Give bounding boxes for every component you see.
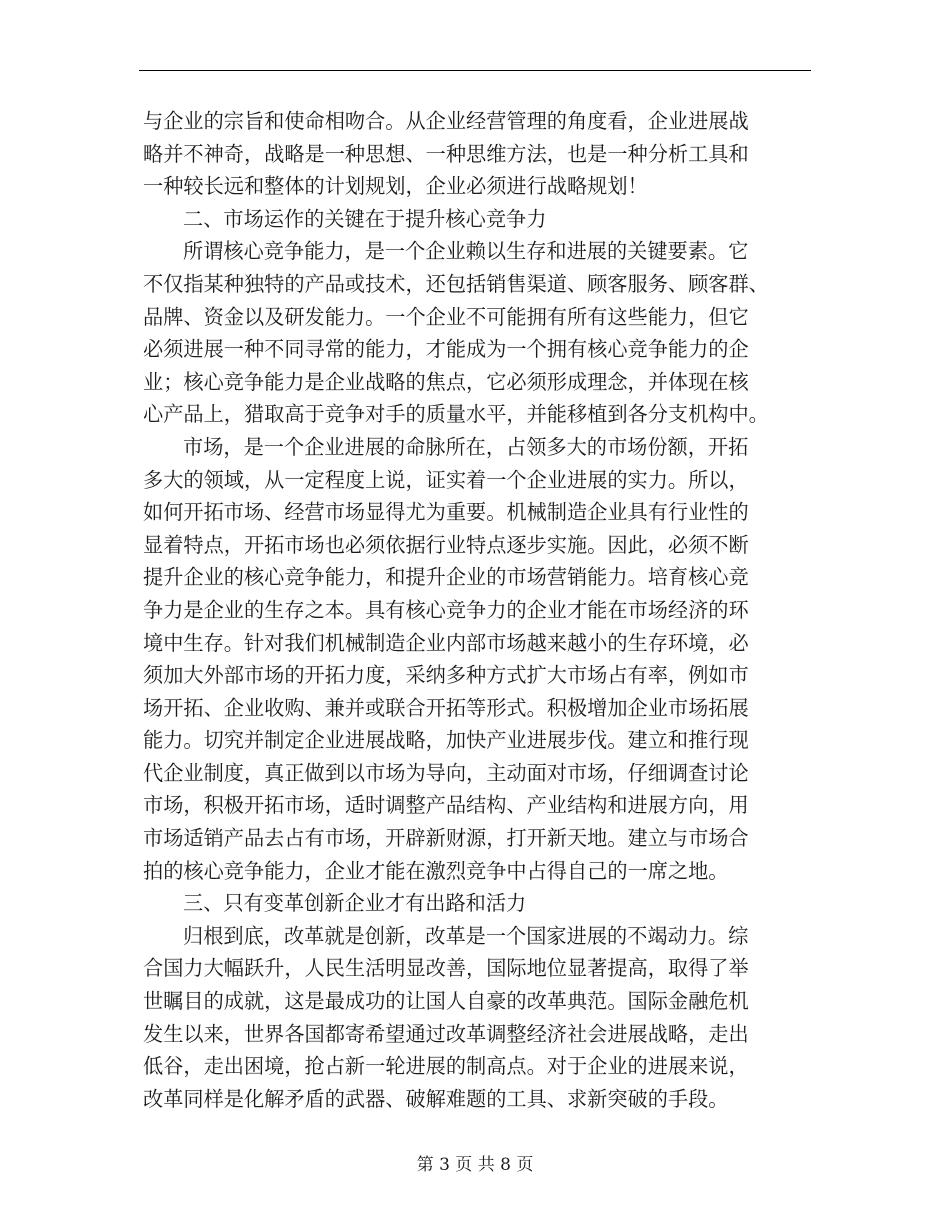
text-line: 市场，是一个企业进展的命脉所在，占领多大的市场份额，开拓 <box>183 434 749 459</box>
text-line: 发生以来，世界各国都寄希望通过改革调整经济社会进展战略，走出 <box>143 1021 749 1046</box>
text-line: 争力是企业的生存之本。具有核心竞争力的企业才能在市场经济的环 <box>143 597 749 622</box>
text-line: 提升企业的核心竞争能力，和提升企业的市场营销能力。培育核心竞 <box>143 565 749 590</box>
text-line: 多大的领域，从一定程度上说，证实着一个企业进展的实力。所以， <box>143 467 749 492</box>
text-line: 合国力大幅跃升，人民生活明显改善，国际地位显著提高，取得了举 <box>143 956 749 981</box>
text-line: 代企业制度，真正做到以市场为导向，主动面对市场，仔细调查讨论 <box>143 760 749 785</box>
page-footer: 第 3 页 共 8 页 <box>416 1155 534 1175</box>
text-line: 一种较长远和整体的计划规划，企业必须进行战略规划！ <box>143 174 648 199</box>
text-line: 所谓核心竞争能力，是一个企业赖以生存和进展的关键要素。它 <box>183 239 749 264</box>
text-line: 品牌、资金以及研发能力。一个企业不可能拥有所有这些能力，但它 <box>143 304 749 329</box>
text-line: 与企业的宗旨和使命相吻合。从企业经营管理的角度看，企业进展战 <box>143 109 749 133</box>
section-heading: 二、市场运作的关键在于提升核心竞争力 <box>183 206 547 231</box>
text-line: 须加大外部市场的开拓力度，采纳多种方式扩大市场占有率，例如市 <box>143 663 749 688</box>
text-line: 能力。切究并制定企业进展战略，加快产业进展步伐。建立和推行现 <box>143 728 749 753</box>
text-line: 心产品上，猎取高于竞争对手的质量水平，并能移植到各分支机构中。 <box>143 402 769 427</box>
text-line: 不仅指某种独特的产品或技术，还包括销售渠道、顾客服务、顾客群、 <box>143 271 769 296</box>
text-line: 如何开拓市场、经营市场显得尤为重要。机械制造企业具有行业性的 <box>143 500 749 525</box>
body-text <box>143 105 803 1115</box>
text-line: 世瞩目的成就，这是最成功的让国人自豪的改革典范。国际金融危机 <box>143 989 749 1014</box>
text-line: 低谷，走出困境，抢占新一轮进展的制高点。对于企业的进展来说， <box>143 1054 749 1079</box>
text-line: 拍的核心竞争能力，企业才能在激烈竞争中占得自己的一席之地。 <box>143 858 729 883</box>
text-line: 显着特点，开拓市场也必须依据行业特点逐步实施。因此，必须不断 <box>143 532 749 557</box>
text-line: 市场适销产品去占有市场，开辟新财源，打开新天地。建立与市场合 <box>143 826 749 851</box>
section-heading: 三、只有变革创新企业才有出路和活力 <box>183 891 527 916</box>
text-line: 略并不神奇，战略是一种思想、一种思维方法，也是一种分析工具和 <box>143 141 749 166</box>
text-line: 市场，积极开拓市场，适时调整产品结构、产业结构和进展方向，用 <box>143 793 749 818</box>
header-rule <box>139 70 811 71</box>
text-line: 归根到底，改革就是创新，改革是一个国家进展的不竭动力。综 <box>183 923 749 948</box>
text-line: 场开拓、企业收购、兼并或联合开拓等形式。积极增加企业市场拓展 <box>143 695 749 720</box>
text-line: 必须进展一种不同寻常的能力，才能成为一个拥有核心竞争能力的企 <box>143 337 749 362</box>
text-line: 境中生存。针对我们机械制造企业内部市场越来越小的生存环境，必 <box>143 630 749 655</box>
text-line: 改革同样是化解矛盾的武器、破解难题的工具、求新突破的手段。 <box>143 1086 729 1111</box>
text-line: 业；核心竞争能力是企业战略的焦点，它必须形成理念，并体现在核 <box>143 369 749 394</box>
